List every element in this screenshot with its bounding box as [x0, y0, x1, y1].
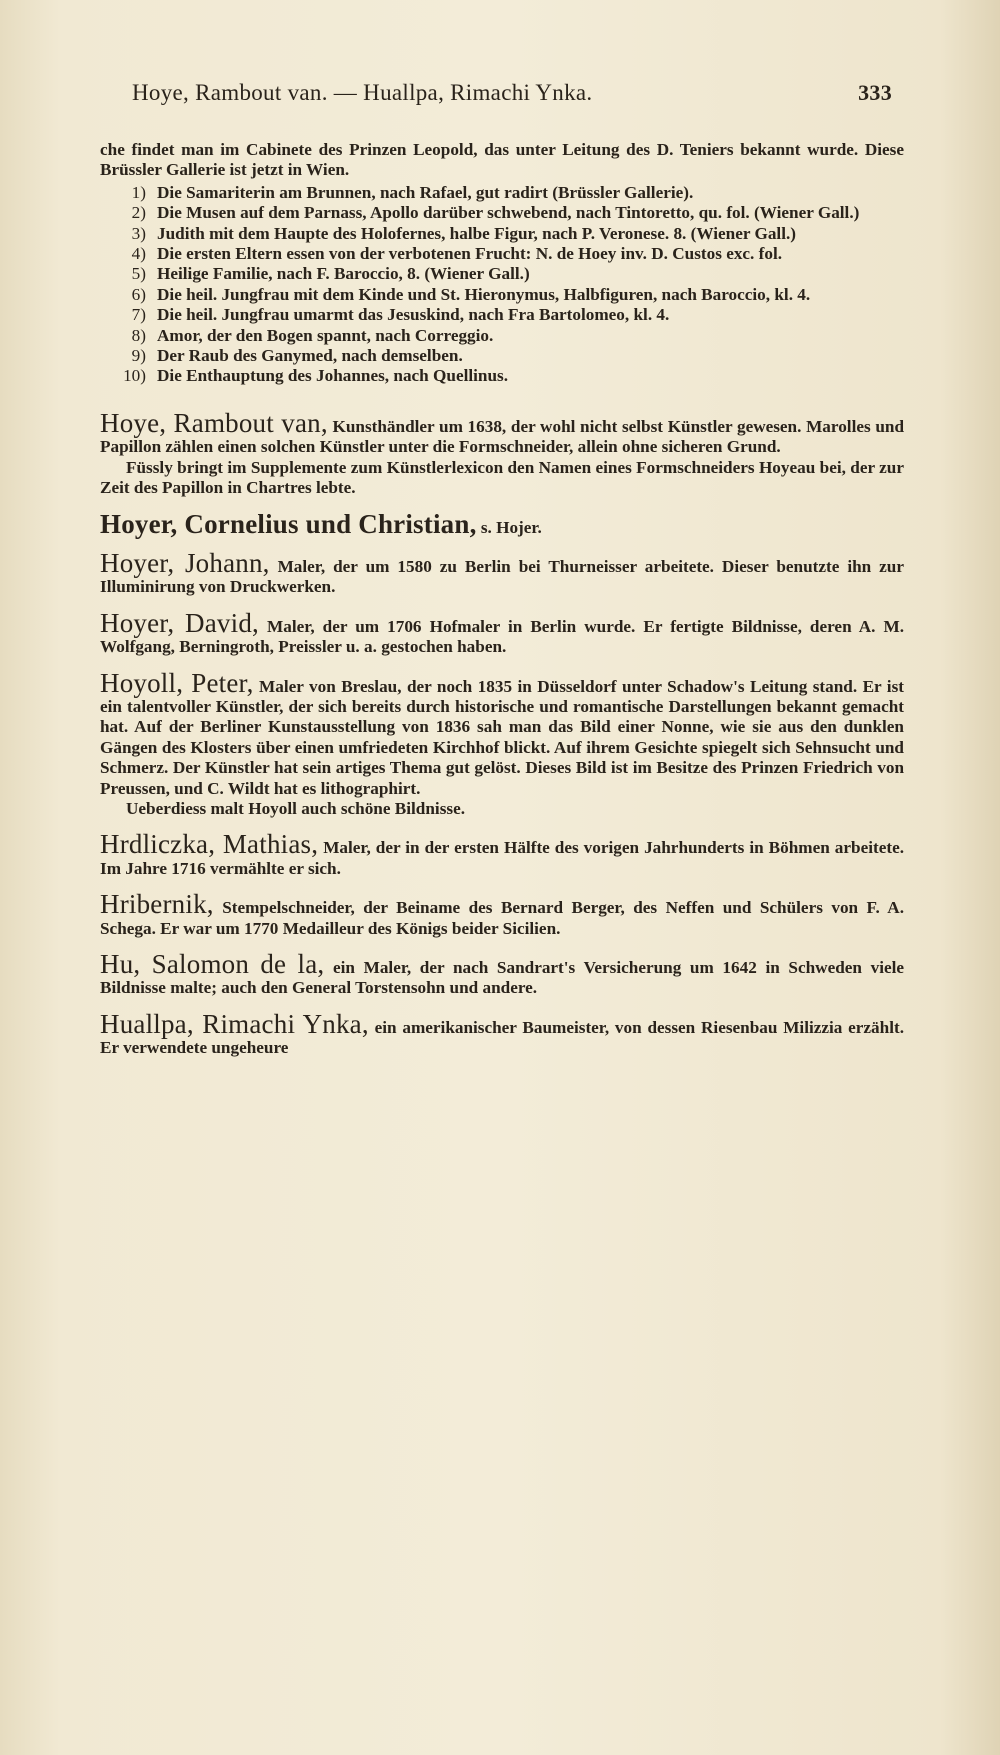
entry-text: s. Hojer. — [480, 517, 542, 537]
dictionary-entry — [100, 829, 904, 879]
continuation-text: che findet man im Cabinete des Prinzen Leopold, das unter Leitung des D. Teniers bekannt wurde. Diese Brüssler Gallerie ist jetzt in Wien. — [100, 140, 904, 180]
dictionary-entry — [100, 667, 904, 820]
list-item-number: 3) — [131, 223, 146, 243]
list-item — [100, 326, 904, 346]
list-item — [100, 224, 904, 244]
list-item-number: 10) — [123, 366, 146, 386]
list-item — [100, 244, 904, 264]
header-title: Hoye, Rambout van. — Huallpa, Rimachi Ynka. — [132, 80, 593, 105]
list-item-number: 1) — [131, 182, 146, 202]
list-item-number: 5) — [131, 264, 146, 284]
list-item-text: Die Musen auf dem Parnass, Apollo darüber schwebend, nach Tintoretto, qu. fol. (Wiener Gall.) — [157, 203, 860, 223]
list-item-text: Die Samariterin am Brunnen, nach Rafael, gut radirt (Brüssler Gallerie). — [157, 182, 694, 202]
entry-headword: Hoyoll, Peter, — [100, 667, 254, 698]
dictionary-entry — [100, 607, 905, 658]
dictionary-entry — [100, 949, 904, 999]
list-item-number: 8) — [131, 325, 146, 345]
entry-extra-text: Füssly bringt im Supplemente zum Künstlerlexicon den Namen eines Formschneiders Hoyeau bei, der zur Zeit des Papillon in Chartres lebte. — [100, 457, 904, 498]
entry-text: Kunsthändler um 1638, der wohl nicht selbst Künstler gewesen. Marolles und Papillon zählen einen solchen Künstler unter die Formschneider, allein ohne sicheren Grund. — [100, 416, 905, 457]
page-content — [100, 140, 904, 1059]
entry-text: Stempelschneider, der Beiname des Bernard Berger, des Neffen und Schülers von F. A. Schega. Er war um 1770 Medailleur des Königs beider Sicilien. — [100, 898, 904, 938]
running-header — [132, 80, 892, 106]
entry-headword: Hrdliczka, Mathias, — [100, 829, 319, 860]
entry-extra-text: Ueberdiess malt Hoyoll auch schöne Bildnisse. — [126, 798, 465, 818]
dictionary-entry — [100, 508, 904, 539]
entry-text: ein Maler, der nach Sandrart's Versicherung um 1642 in Schweden viele Bildnisse malte; auch den General Torstensohn und andere. — [100, 958, 904, 998]
list-item-number: 2) — [131, 203, 146, 223]
page-number: 333 — [858, 80, 892, 105]
list-item-text: Die heil. Jungfrau mit dem Kinde und St. Hieronymus, Halbfiguren, nach Baroccio, kl. 4. — [157, 284, 811, 304]
list-item — [100, 285, 904, 305]
list-item-number: 6) — [131, 284, 146, 304]
dictionary-entry — [100, 547, 904, 598]
list-item-text: Die Enthauptung des Johannes, nach Quellinus. — [157, 366, 509, 386]
list-item-text: Der Raub des Ganymed, nach demselben. — [157, 346, 463, 366]
works-list — [100, 183, 904, 387]
list-item — [100, 366, 904, 386]
entry-text: ein amerikanischer Baumeister, von dessen Riesenbau Milizzia erzählt. Er verwendete ungeheure — [100, 1017, 905, 1058]
dictionary-entry — [100, 1008, 905, 1059]
entry-headword: Hoye, Rambout van, — [100, 407, 328, 438]
list-item-text: Die heil. Jungfrau umarmt das Jesuskind, nach Fra Bartolomeo, kl. 4. — [157, 305, 670, 325]
list-item-number: 7) — [131, 305, 146, 325]
entry-text: Maler, der in der ersten Hälfte des vorigen Jahrhunderts in Böhmen arbeitete. Im Jahre 1716 vermählte er sich. — [100, 838, 904, 878]
list-item — [100, 183, 904, 203]
entry-text: Maler, der um 1706 Hofmaler in Berlin wurde. Er fertigte Bildnisse, deren A. M. Wolfgang, Berningroth, Preissler u. a. gestochen haben. — [100, 616, 905, 657]
list-item-text: Judith mit dem Haupte des Holofernes, halbe Figur, nach P. Veronese. 8. (Wiener Gall.) — [157, 223, 796, 243]
list-item-number: 4) — [131, 244, 146, 264]
entry-headword: Hu, Salomon de la, — [100, 949, 325, 979]
list-item-text: Die ersten Eltern essen von der verbotenen Frucht: N. de Hoey inv. D. Custos exc. fol. — [157, 244, 783, 264]
list-item — [100, 305, 904, 325]
entry-headword: Hoyer, David, — [100, 607, 259, 638]
list-item — [100, 203, 904, 223]
dictionary-entry — [100, 889, 904, 939]
entry-text: Maler von Breslau, der noch 1835 in Düsseldorf unter Schadow's Leitung stand. Er ist ein talentvoller Künstler, der sich bereits durch historische und romantische Darstellungen bekannt gemacht hat. Auf der Berliner Kunstausstellung von 1836 sah man das Bild einer Nonne, wie sie aus den dunklen Gängen des Klosters über einen umfriedeten Kirchhof blickt. Auf ihrem Gesichte spiegelt sich Sehnsucht und Schmerz. Der Künstler hat sein artiges Thema gut gelöst. Dieses Bild ist im Besitze des Prinzen Friedrich von Preussen, und C. Wildt hat es lithographirt. — [100, 676, 904, 798]
entry-headword: Hribernik, — [100, 889, 214, 920]
entry-headword: Hoyer, Johann, — [100, 547, 270, 578]
entry-headword: Huallpa, Rimachi Ynka, — [100, 1008, 369, 1039]
list-item-text: Amor, der den Bogen spannt, nach Correggio. — [157, 325, 494, 345]
list-item — [100, 346, 904, 366]
dictionary-entry — [100, 407, 905, 499]
entry-text: Maler, der um 1580 zu Berlin bei Thurneisser arbeitete. Dieser benutzte ihn zur Illuminirung von Druckwerken. — [100, 556, 904, 597]
list-item-number: 9) — [131, 346, 146, 366]
list-item — [100, 264, 904, 284]
entry-headword: Hoyer, Cornelius und Christian, — [100, 508, 477, 539]
list-item-text: Heilige Familie, nach F. Baroccio, 8. (Wiener Gall.) — [157, 264, 530, 284]
